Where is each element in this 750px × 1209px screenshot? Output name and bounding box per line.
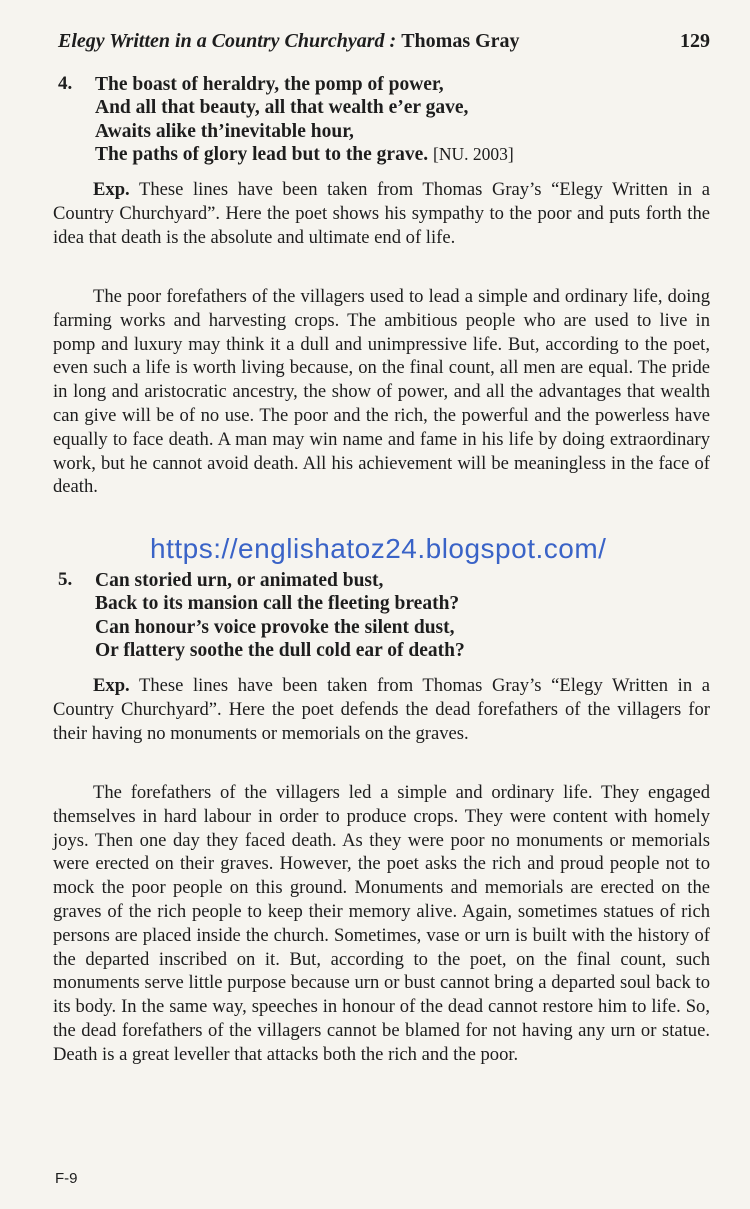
exp-text: These lines have been taken from Thomas Gray’s “Elegy Written in a Country Churchyard”. Here the poet shows his sympathy to the poor and puts forth the idea that death is the absolute and ultimate end of life. [53,179,710,248]
verse-line: Back to its mansion call the fleeting breath? [95,593,460,615]
verse-line [95,143,514,166]
body-paragraph: The forefathers of the villagers led a simple and ordinary life. They engaged themselves in hard labour in order to produce crops. They were content with homely joys. Then one day they faced death. As they were poor no monuments or memorials were erected on their graves. However, the poet asks the rich and proud people not to mock the poor people on this ground. Monuments and memorials are erected on the graves of the rich people to keep their memory alive. Again, sometimes statues of rich persons are placed inside the church. Sometimes, vase or urn is built with the history of the departed inscribed on it. But, according to the poet, on the final count, such monuments serve little purpose because urn or bust cannot bring a departed soul back to its body. In the same way, speeches in honour of the dead cannot restore him to life. So, the dead forefathers of the villagers cannot be blamed for not having any urn or statue. Death is a great leveller that attacks both the rich and the poor. [53,782,710,1065]
watermark-url: https://englishatoz24.blogspot.com/ [150,533,607,564]
explanation-paragraph [53,674,710,745]
verse-line: The boast of heraldry, the pomp of power, [95,74,444,95]
stanza-number: 5. [58,569,73,590]
header-title: Elegy Written in a Country Churchyard : [58,30,397,52]
verse-line: Can honour’s voice provoke the silent dust, [95,616,455,638]
signature-mark: F-9 [55,1170,78,1187]
exam-reference: [NU. 2003] [433,143,514,164]
verse-line: And all that beauty, all that wealth e’er gave, [95,97,469,119]
verse-line-text: The paths of glory lead but to the grave. [95,143,429,165]
header-author: Thomas Gray [401,30,520,52]
stanza-number: 4. [58,73,73,94]
stanza-5 [58,569,465,662]
stanza-4 [58,73,514,166]
exp-label: Exp. [93,675,130,696]
page-number: 129 [680,30,710,52]
verse-line: Awaits alike th’inevitable hour, [95,120,354,142]
verse-line: Or flattery soothe the dull cold ear of death? [95,639,465,661]
exp-text: These lines have been taken from Thomas Gray’s “Elegy Written in a Country Churchyard”. Here the poet defends the dead forefathers of the villagers for their having no monuments or memorials on the graves. [53,675,710,744]
verse-line: Can storied urn, or animated bust, [95,570,384,591]
running-header [58,30,718,53]
explanation-paragraph [53,178,710,249]
body-paragraph: The poor forefathers of the villagers used to lead a simple and ordinary life, doing farming works and harvesting crops. The ambitious people who are used to live in pomp and luxury may think it a dull and unimpressive life. But, according to the poet, even such a life is worth living because, on the final count, all men are equal. The pride in long and aristocratic ancestry, the show of power, and all the advantages that wealth can give will be of no use. The poor and the rich, the powerful and the powerless have equally to face death. A man may win name and fame in his life by doing extraordinary work, but he cannot avoid death. All his achievement will be meaningless in the face of death. [53,286,710,498]
exp-label: Exp. [93,179,130,200]
